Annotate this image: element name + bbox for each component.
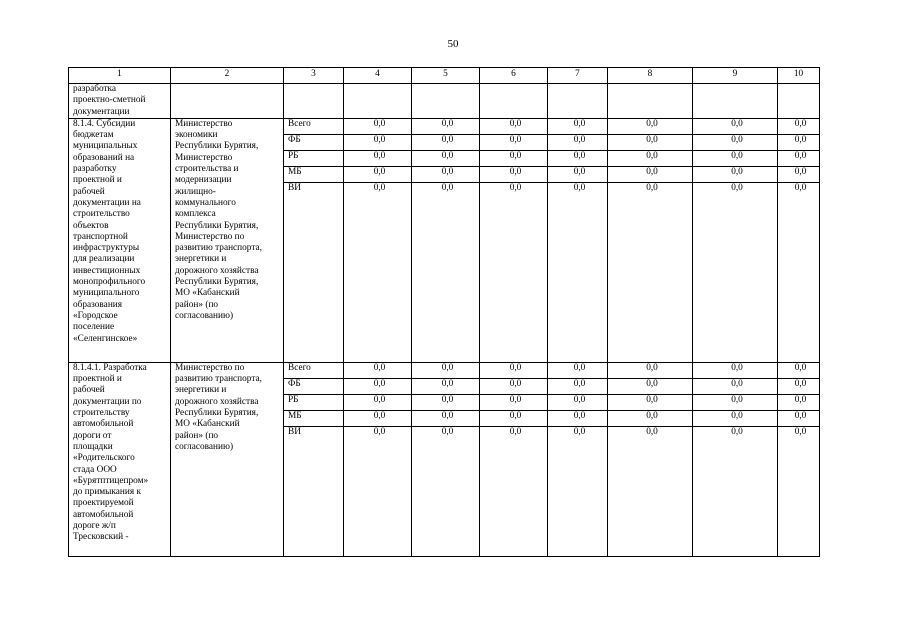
empty-cell	[778, 84, 820, 119]
value-cell: 0,0	[778, 182, 820, 362]
funding-source-label: Всего	[284, 118, 344, 134]
empty-cell	[284, 84, 344, 119]
value-cell: 0,0	[412, 134, 480, 150]
value-cell: 0,0	[778, 394, 820, 410]
value-cell: 0,0	[412, 410, 480, 426]
value-cell: 0,0	[480, 134, 548, 150]
header-cell: 9	[693, 68, 778, 84]
header-row	[69, 68, 820, 84]
value-cell: 0,0	[480, 426, 548, 556]
measure-name-cell: разработка проектно-сметной документации	[69, 84, 171, 119]
value-cell: 0,0	[548, 426, 608, 556]
value-cell: 0,0	[608, 182, 693, 362]
table-row	[69, 362, 820, 378]
value-cell: 0,0	[778, 166, 820, 182]
value-cell: 0,0	[480, 118, 548, 134]
measure-name-cell: 8.1.4.1. Разработка проектной и рабочей документации по строительству автомобильной дороги от площадки «Родительского стада ООО «Бурятптицепром» до примыкания к проектируемой автомобильной дороге ж/п Тресковский -	[69, 362, 171, 556]
header-cell: 5	[412, 68, 480, 84]
value-cell: 0,0	[480, 378, 548, 394]
funding-source-label: РБ	[284, 150, 344, 166]
value-cell: 0,0	[608, 118, 693, 134]
continuation-row	[69, 84, 820, 119]
budget-table	[68, 67, 820, 557]
funding-source-label: ФБ	[284, 378, 344, 394]
value-cell: 0,0	[608, 150, 693, 166]
value-cell: 0,0	[778, 150, 820, 166]
header-cell: 3	[284, 68, 344, 84]
value-cell: 0,0	[778, 426, 820, 556]
value-cell: 0,0	[344, 166, 412, 182]
value-cell: 0,0	[548, 134, 608, 150]
empty-cell	[344, 84, 412, 119]
value-cell: 0,0	[778, 378, 820, 394]
header-cell: 4	[344, 68, 412, 84]
value-cell: 0,0	[548, 394, 608, 410]
value-cell: 0,0	[344, 362, 412, 378]
value-cell: 0,0	[344, 378, 412, 394]
value-cell: 0,0	[548, 150, 608, 166]
value-cell: 0,0	[693, 166, 778, 182]
value-cell: 0,0	[778, 118, 820, 134]
value-cell: 0,0	[480, 362, 548, 378]
funding-source-label: ВИ	[284, 426, 344, 556]
value-cell: 0,0	[344, 118, 412, 134]
executor-cell: Министерство экономики Республики Бурятия, Министерство строительства и модернизации жилищно- коммунального комплекса Республики Бурятия, Министерство по развитию транспорта, энергетики и дорожного хозяйства Республики Бурятия, МО «Кабанский район» (по согласованию)	[171, 118, 284, 362]
value-cell: 0,0	[344, 134, 412, 150]
value-cell: 0,0	[548, 166, 608, 182]
header-cell: 1	[69, 68, 171, 84]
header-cell: 2	[171, 68, 284, 84]
value-cell: 0,0	[344, 410, 412, 426]
value-cell: 0,0	[693, 362, 778, 378]
value-cell: 0,0	[693, 378, 778, 394]
value-cell: 0,0	[412, 166, 480, 182]
empty-cell	[548, 84, 608, 119]
value-cell: 0,0	[608, 394, 693, 410]
value-cell: 0,0	[412, 378, 480, 394]
table-row	[69, 118, 820, 134]
header-cell: 8	[608, 68, 693, 84]
value-cell: 0,0	[608, 134, 693, 150]
value-cell: 0,0	[412, 150, 480, 166]
value-cell: 0,0	[693, 410, 778, 426]
value-cell: 0,0	[548, 118, 608, 134]
value-cell: 0,0	[693, 394, 778, 410]
value-cell: 0,0	[693, 426, 778, 556]
value-cell: 0,0	[693, 134, 778, 150]
page-number: 50	[447, 38, 459, 50]
value-cell: 0,0	[480, 394, 548, 410]
value-cell: 0,0	[608, 362, 693, 378]
measure-name-cell: 8.1.4. Субсидии бюджетам муниципальных образований на разработку проектной и рабочей документации на строительство объектов транспортной инфраструктуры для реализации инвестиционных монопрофильного муниципального образования «Городское поселение «Селенгинское»	[69, 118, 171, 362]
header-cell: 6	[480, 68, 548, 84]
value-cell: 0,0	[344, 150, 412, 166]
value-cell: 0,0	[548, 410, 608, 426]
header-cell: 10	[778, 68, 820, 84]
empty-cell	[480, 84, 548, 119]
value-cell: 0,0	[608, 426, 693, 556]
value-cell: 0,0	[778, 362, 820, 378]
value-cell: 0,0	[412, 426, 480, 556]
value-cell: 0,0	[548, 362, 608, 378]
value-cell: 0,0	[344, 394, 412, 410]
funding-source-label: РБ	[284, 394, 344, 410]
value-cell: 0,0	[412, 118, 480, 134]
funding-source-label: ВИ	[284, 182, 344, 362]
executor-cell: Министерство по развитию транспорта, энергетики и дорожного хозяйства Республики Бурятия, МО «Кабанский район» (по согласованию)	[171, 362, 284, 556]
value-cell: 0,0	[412, 362, 480, 378]
value-cell: 0,0	[344, 426, 412, 556]
value-cell: 0,0	[548, 378, 608, 394]
funding-source-label: МБ	[284, 166, 344, 182]
value-cell: 0,0	[693, 118, 778, 134]
value-cell: 0,0	[693, 150, 778, 166]
value-cell: 0,0	[778, 410, 820, 426]
value-cell: 0,0	[480, 166, 548, 182]
value-cell: 0,0	[480, 182, 548, 362]
value-cell: 0,0	[548, 182, 608, 362]
empty-cell	[412, 84, 480, 119]
empty-cell	[608, 84, 693, 119]
empty-cell	[693, 84, 778, 119]
value-cell: 0,0	[412, 394, 480, 410]
funding-source-label: ФБ	[284, 134, 344, 150]
value-cell: 0,0	[693, 182, 778, 362]
header-cell: 7	[548, 68, 608, 84]
value-cell: 0,0	[608, 166, 693, 182]
value-cell: 0,0	[480, 150, 548, 166]
value-cell: 0,0	[480, 410, 548, 426]
value-cell: 0,0	[778, 134, 820, 150]
empty-cell	[171, 84, 284, 119]
value-cell: 0,0	[608, 378, 693, 394]
value-cell: 0,0	[608, 410, 693, 426]
value-cell: 0,0	[344, 182, 412, 362]
funding-source-label: МБ	[284, 410, 344, 426]
funding-source-label: Всего	[284, 362, 344, 378]
value-cell: 0,0	[412, 182, 480, 362]
